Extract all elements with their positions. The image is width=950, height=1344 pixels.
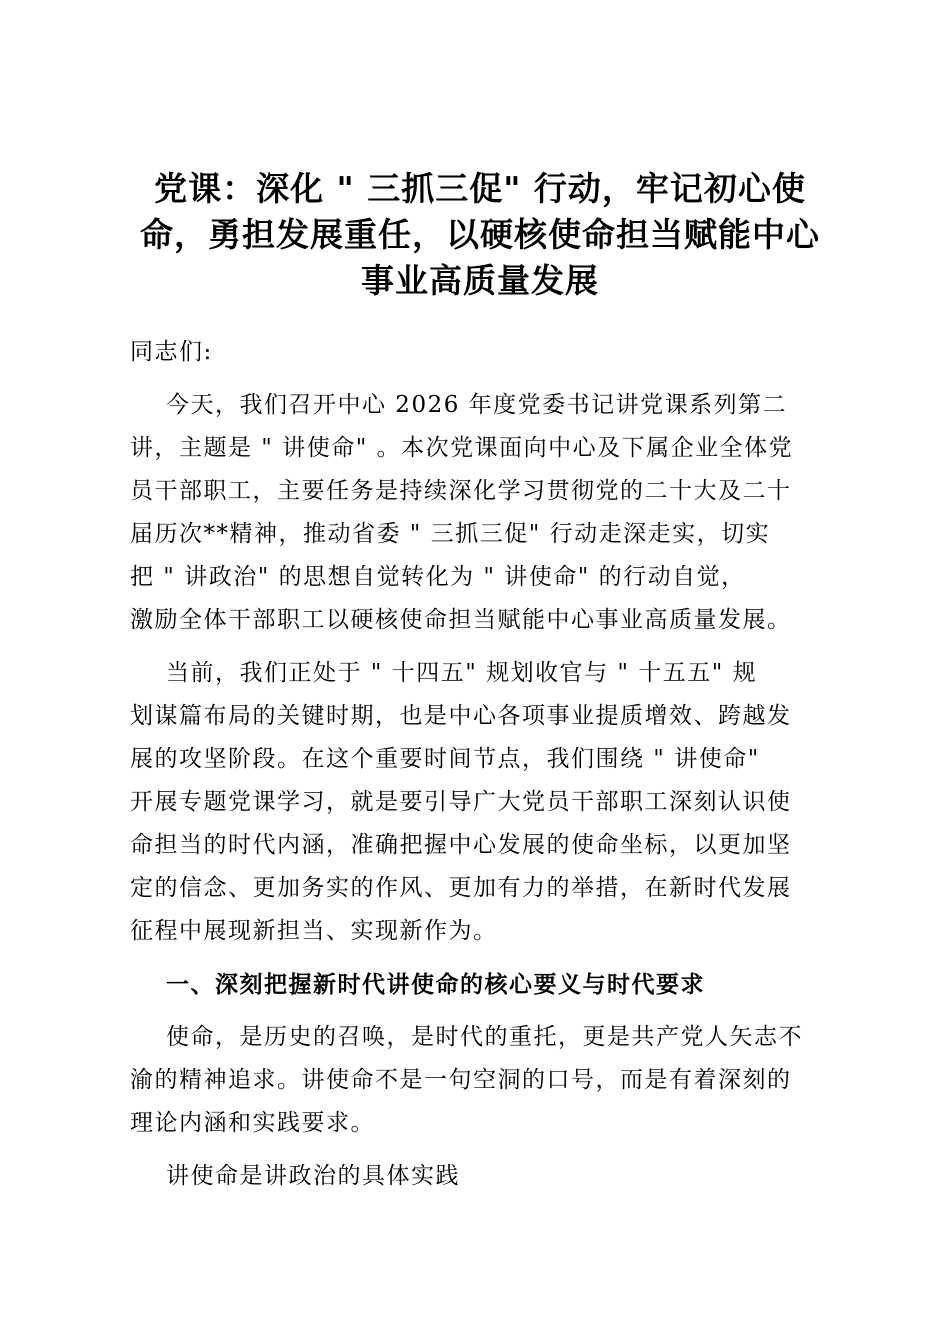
- title-line: 命，勇担发展重任，以硬核使命担当赋能中心: [140, 215, 820, 254]
- text-line: 渝的精神追求。讲使命不是一句空洞的口号，而是有着深刻的: [130, 1067, 792, 1093]
- text-line: 理论内涵和实践要求。: [130, 1110, 375, 1136]
- text-line: 使命，是历史的召唤，是时代的重托，更是共产党人矢志不: [166, 1024, 803, 1050]
- text-line: 讲使命是讲政治的具体实践: [166, 1163, 460, 1189]
- text-line: 同志们:: [130, 339, 213, 365]
- title-line: 事业高质量发展: [361, 261, 599, 300]
- text-line: 员干部职工，主要任务是持续深化学习贯彻党的二十大及二十: [130, 478, 792, 504]
- text-line: 激励全体干部职工以硬核使命担当赋能中心事业高质量发展。: [130, 607, 792, 633]
- paragraph: [130, 331, 830, 374]
- text-line: 讲，主题是 " 讲使命" 。本次党课面向中心及下属企业全体党: [130, 435, 794, 461]
- document-title: [120, 166, 840, 304]
- text-line: 划谋篇布局的关键时期，也是中心各项事业提质增效、跨越发: [130, 703, 792, 729]
- text-line: 一、深刻把握新时代讲使命的核心要义与时代要求: [166, 971, 705, 998]
- text-line: 定的信念、更加务实的作风、更加有力的举措，在新时代发展: [130, 875, 792, 901]
- paragraph: [130, 652, 830, 953]
- text-line: 命担当的时代内涵，准确把握中心发展的使命坐标，以更加坚: [130, 832, 792, 858]
- text-line: 把 " 讲政治" 的思想自觉转化为 " 讲使命" 的行动自觉，: [130, 564, 746, 590]
- paragraph: [130, 1155, 830, 1198]
- paragraph: [130, 384, 830, 642]
- title-line: 党课：深化 " 三抓三促" 行动，牢记初心使: [154, 169, 806, 208]
- text-line: 开展专题党课学习，就是要引导广大党员干部职工深刻认识使: [130, 789, 792, 815]
- text-line: 今天，我们召开中心 2026 年度党委书记讲党课系列第二: [166, 392, 788, 418]
- section-heading: [130, 963, 830, 1006]
- text-line: 征程中展现新担当、实现新作为。: [130, 918, 498, 944]
- text-line: 当前，我们正处于 " 十四五" 规划收官与 " 十五五" 规: [166, 660, 758, 686]
- document-body: [130, 331, 830, 1208]
- paragraph: [130, 1016, 830, 1145]
- text-line: 展的攻坚阶段。在这个重要时间节点，我们围绕 " 讲使命": [130, 746, 760, 772]
- text-line: 届历次**精神，推动省委 " 三抓三促" 行动走深走实，切实: [130, 521, 771, 547]
